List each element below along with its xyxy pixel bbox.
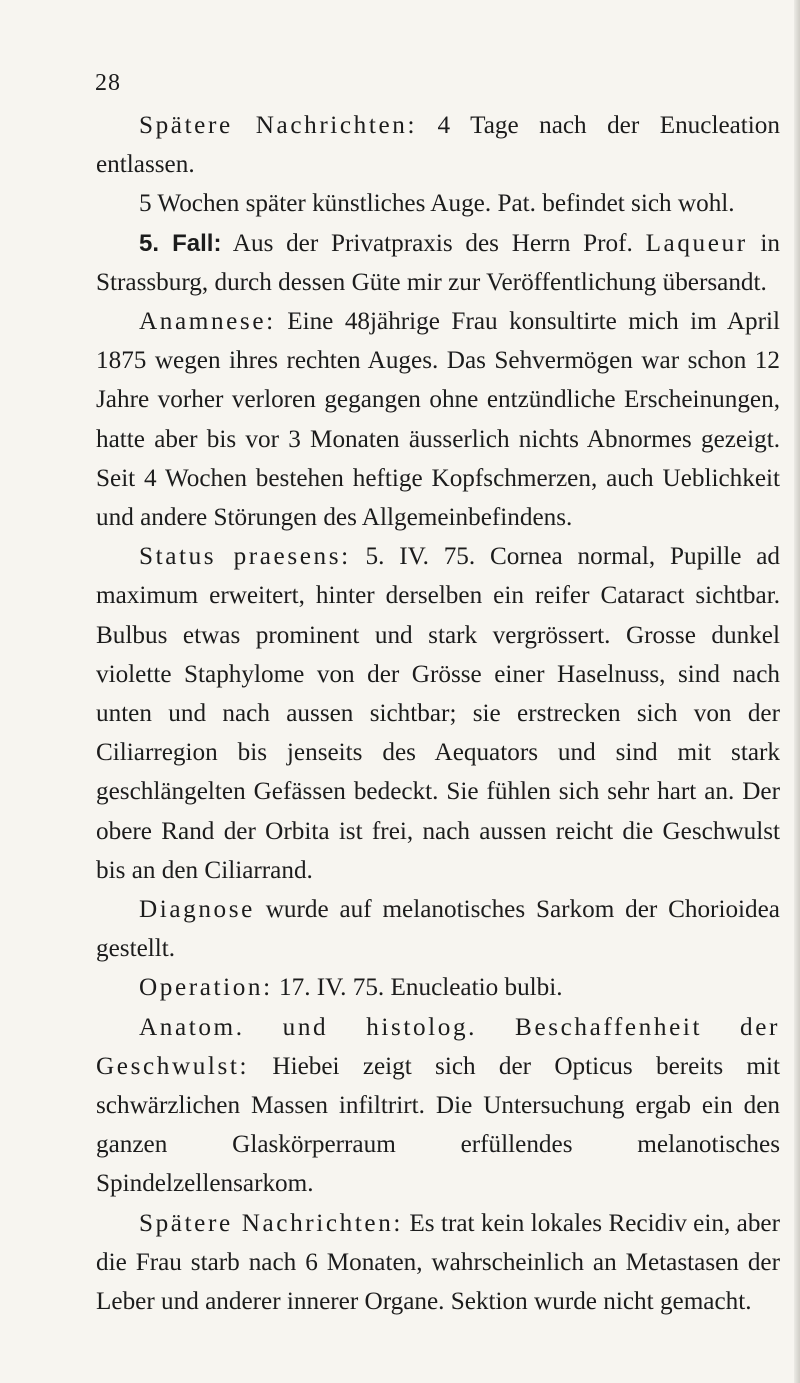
paragraph-heading: Spätere Nachrichten: <box>139 1209 403 1237</box>
paragraph-heading: Operation: <box>139 974 273 1002</box>
paragraph-text: 4 Tage nach der Enucleation entlassen. <box>96 112 780 179</box>
paragraph-text: 5 Wochen später künstliches Auge. Pat. befindet sich wohl. <box>139 190 735 218</box>
paragraph-case-5 <box>96 224 780 302</box>
paragraph-operation <box>96 968 780 1007</box>
paragraph-heading: Anamnese: <box>139 308 276 336</box>
paragraph-heading: 5. Fall: <box>139 229 222 257</box>
person-name: Laqueur <box>645 229 748 257</box>
paragraph-status <box>96 537 780 890</box>
page-number: 28 <box>95 70 121 96</box>
paragraph-heading: Diagnose <box>139 896 255 924</box>
paragraph-later-news-2 <box>96 1204 780 1322</box>
body-text <box>96 106 780 1321</box>
paragraph-text: Hiebei zeigt sich der Opticus bereits mit schwärzlichen Massen infiltrirt. Die Untersuchung ergab ein den ganzen Glaskörperraum erfüllendes melanotisches Spindelzellensarkom. <box>96 1052 780 1198</box>
paragraph-followup <box>96 184 780 223</box>
paragraph-heading: Anatom. und histolog. Beschaffenheit der Geschwulst: <box>96 1013 780 1080</box>
paragraph-text: Aus der Privatpraxis des Herrn Prof. <box>221 229 646 257</box>
paragraph-text: 5. IV. 75. Cornea normal, Pupille ad maximum erweitert, hinter derselben ein reifer Cataract sichtbar. Bulbus etwas prominent und stark vergrössert. Grosse dunkel violette Staphylome von der Grösse einer Haselnuss, sind nach unten und nach aussen sichtbar; sie erstrecken sich von der Ciliarregion bis jenseits des Aequators und sind mit stark geschlängelten Gefässen bedeckt. Sie fühlen sich sehr hart an. Der obere Rand der Orbita ist frei, nach aussen reicht die Geschwulst bis an den Ciliarrand. <box>96 543 780 884</box>
paragraph-text: 17. IV. 75. Enucleatio bulbi. <box>272 974 563 1002</box>
paragraph-diagnose <box>96 890 780 968</box>
paragraph-heading: Status praesens: <box>139 543 351 571</box>
paragraph-later-news-1 <box>96 106 780 184</box>
paragraph-anatomy <box>96 1008 780 1204</box>
paragraph-text: in Strassburg, durch dessen Güte mir zur Veröffentlichung übersandt. <box>96 229 780 296</box>
page-edge <box>794 0 800 1383</box>
paragraph-text: Eine 48jährige Frau konsultirte mich im April 1875 wegen ihres rechten Auges. Das Sehvermögen war schon 12 Jahre vorher verloren gegangen ohne entzündliche Erscheinungen, hatte aber bis vor 3 Monaten äusserlich nichts Abnormes gezeigt. Seit 4 Wochen bestehen heftige Kopfschmerzen, auch Ueblichkeit und andere Störungen des Allgemeinbefindens. <box>96 308 780 532</box>
paragraph-text: wurde auf melanotisches Sarkom der Chorioidea gestellt. <box>96 896 780 963</box>
paragraph-heading: Spätere Nachrichten: <box>139 112 418 139</box>
paragraph-anamnese <box>96 302 780 537</box>
paragraph-text: Es trat kein lokales Recidiv ein, aber die Frau starb nach 6 Monaten, wahrscheinlich an Metastasen der Leber und anderer innerer Organe. Sektion wurde nicht gemacht. <box>96 1209 780 1316</box>
